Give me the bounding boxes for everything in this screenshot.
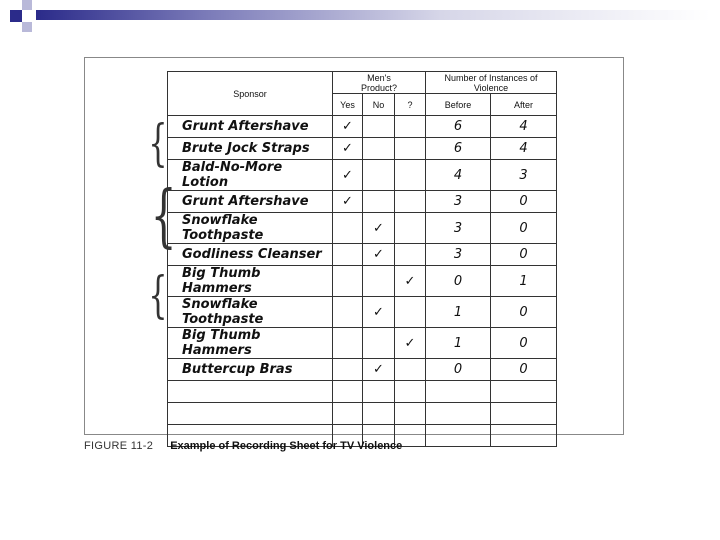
after-count-cell: 0	[491, 191, 557, 213]
after-count-cell: 0	[491, 244, 557, 266]
header-no: No	[363, 94, 395, 116]
answer-no-cell	[363, 160, 395, 191]
deco-square-2	[22, 0, 32, 10]
check-mark-icon: ✓	[342, 119, 353, 134]
answer-unknown-cell	[395, 213, 426, 244]
table-row	[168, 297, 557, 328]
table-row	[168, 116, 557, 138]
before-count-cell: 6	[426, 116, 491, 138]
after-count-cell: 1	[491, 266, 557, 297]
answer-unknown-cell	[395, 266, 426, 297]
sponsor-cell: Grunt Aftershave	[168, 191, 333, 213]
empty-row	[168, 403, 557, 425]
sponsor-cell: Grunt Aftershave	[168, 116, 333, 138]
before-count-cell: 0	[426, 266, 491, 297]
table-row	[168, 213, 557, 244]
figure-title: Example of Recording Sheet for TV Violence	[170, 440, 403, 452]
answer-yes-cell	[333, 116, 363, 138]
deco-square-1	[10, 10, 22, 22]
empty-cell	[426, 381, 491, 403]
recording-sheet-table	[167, 71, 557, 447]
answer-no-cell	[363, 297, 395, 328]
answer-yes-cell	[333, 160, 363, 191]
empty-cell	[363, 403, 395, 425]
table-row	[168, 328, 557, 359]
answer-no-cell	[363, 191, 395, 213]
group-brace-3: {	[148, 266, 168, 324]
empty-cell	[426, 403, 491, 425]
sponsor-cell: Snowflake Toothpaste	[168, 297, 333, 328]
header-sponsor: Sponsor	[168, 72, 333, 116]
empty-cell	[491, 425, 557, 447]
group-brace-1: {	[148, 114, 168, 172]
before-count-cell: 3	[426, 213, 491, 244]
empty-cell	[168, 381, 333, 403]
sponsor-cell: Big Thumb Hammers	[168, 266, 333, 297]
header-before: Before	[426, 94, 491, 116]
answer-unknown-cell	[395, 191, 426, 213]
table-row	[168, 359, 557, 381]
answer-yes-cell	[333, 138, 363, 160]
deco-square-3	[22, 22, 32, 32]
before-count-cell: 4	[426, 160, 491, 191]
table-row	[168, 266, 557, 297]
check-mark-icon: ✓	[342, 167, 353, 183]
sponsor-cell: Buttercup Bras	[168, 359, 333, 381]
group-brace-2: {	[150, 177, 177, 256]
before-count-cell: 0	[426, 359, 491, 381]
table-row	[168, 160, 557, 191]
figure-number: FIGURE 11-2	[84, 440, 154, 452]
check-mark-icon: ✓	[342, 194, 353, 209]
empty-cell	[333, 381, 363, 403]
answer-yes-cell	[333, 191, 363, 213]
answer-unknown-cell	[395, 359, 426, 381]
after-count-cell: 0	[491, 213, 557, 244]
answer-unknown-cell	[395, 116, 426, 138]
answer-unknown-cell	[395, 160, 426, 191]
answer-no-cell	[363, 266, 395, 297]
after-count-cell: 0	[491, 328, 557, 359]
answer-unknown-cell	[395, 138, 426, 160]
check-mark-icon: ✓	[342, 141, 353, 156]
empty-cell	[491, 381, 557, 403]
empty-cell	[168, 403, 333, 425]
sponsor-cell: Snowflake Toothpaste	[168, 213, 333, 244]
answer-no-cell	[363, 116, 395, 138]
empty-cell	[333, 403, 363, 425]
answer-unknown-cell	[395, 244, 426, 266]
empty-cell	[426, 425, 491, 447]
table-row	[168, 191, 557, 213]
before-count-cell: 1	[426, 297, 491, 328]
before-count-cell: 3	[426, 244, 491, 266]
table-row	[168, 244, 557, 266]
answer-yes-cell	[333, 328, 363, 359]
header-mens-product: Men's Product?	[333, 72, 426, 94]
before-count-cell: 6	[426, 138, 491, 160]
answer-yes-cell	[333, 213, 363, 244]
sponsor-cell: Brute Jock Straps	[168, 138, 333, 160]
after-count-cell: 4	[491, 138, 557, 160]
check-mark-icon: ✓	[373, 304, 384, 320]
check-mark-icon: ✓	[373, 220, 384, 236]
before-count-cell: 1	[426, 328, 491, 359]
header-instances: Number of Instances of Violence	[426, 72, 557, 94]
answer-unknown-cell	[395, 328, 426, 359]
answer-no-cell	[363, 359, 395, 381]
sponsor-cell: Bald-No-More Lotion	[168, 160, 333, 191]
check-mark-icon: ✓	[404, 273, 416, 289]
answer-no-cell	[363, 138, 395, 160]
sponsor-cell: Godliness Cleanser	[168, 244, 333, 266]
answer-yes-cell	[333, 244, 363, 266]
figure-caption	[84, 440, 402, 452]
check-mark-icon: ✓	[373, 247, 384, 262]
answer-yes-cell	[333, 297, 363, 328]
after-count-cell: 0	[491, 297, 557, 328]
check-mark-icon: ✓	[373, 362, 384, 377]
slide-decoration	[0, 0, 720, 40]
table-row	[168, 138, 557, 160]
answer-yes-cell	[333, 359, 363, 381]
deco-gradient-bar	[36, 10, 710, 20]
header-after: After	[491, 94, 557, 116]
answer-unknown-cell	[395, 297, 426, 328]
empty-cell	[395, 403, 426, 425]
empty-row	[168, 381, 557, 403]
answer-no-cell	[363, 213, 395, 244]
after-count-cell: 4	[491, 116, 557, 138]
answer-yes-cell	[333, 266, 363, 297]
before-count-cell: 3	[426, 191, 491, 213]
empty-cell	[363, 381, 395, 403]
after-count-cell: 3	[491, 160, 557, 191]
sponsor-cell: Big Thumb Hammers	[168, 328, 333, 359]
after-count-cell: 0	[491, 359, 557, 381]
check-mark-icon: ✓	[404, 335, 416, 351]
empty-cell	[395, 381, 426, 403]
header-unknown: ?	[395, 94, 426, 116]
header-yes: Yes	[333, 94, 363, 116]
answer-no-cell	[363, 328, 395, 359]
answer-no-cell	[363, 244, 395, 266]
empty-cell	[491, 403, 557, 425]
